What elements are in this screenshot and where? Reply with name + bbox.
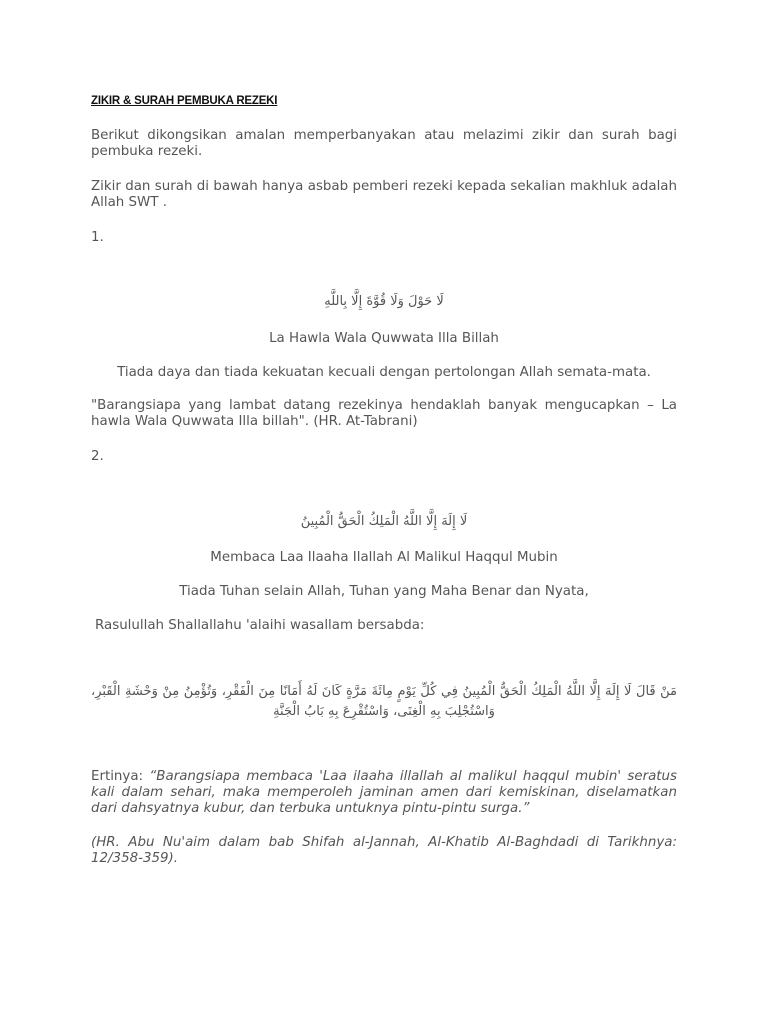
translation-text: “Barangsiapa membaca 'Laa ilaaha illallah al malikul haqqul mubin' seratus kali dalam sehari, maka memperoleh jaminan amen dari kemiskinan, diselamatkan dari dahsyatnya kubur, dan terbuka untuknya pintu-pintu surga.” [91, 769, 677, 816]
meaning-1: Tiada daya dan tiada kekuatan kecuali dengan pertolongan Allah semata-mata. [117, 365, 651, 380]
hadith-1 [91, 398, 677, 430]
hadith-1-text: "Barangsiapa yang lambat datang rezekinya hendaklah banyak mengucapkan – La hawla Wala Quwwata Illa billah". (HR. At-Tabrani) [91, 398, 677, 429]
translation-label: Ertinya: [91, 769, 150, 784]
source-2: (HR. Abu Nu'aim dalam bab Shifah al-Jannah, Al-Khatib Al-Baghdadi di Tarikhnya: 12/358-359). [91, 835, 677, 866]
meaning-2: Tiada Tuhan selain Allah, Tuhan yang Maha Benar dan Nyata, [179, 584, 589, 599]
transliteration-2: Membaca Laa Ilaaha Ilallah Al Malikul Haqqul Mubin [210, 550, 558, 565]
note-paragraph: Zikir dan surah di bawah hanya asbab pemberi rezeki kepada sekalian makhluk adalah Allah SWT . [91, 179, 677, 210]
item-number-1: 1. [91, 230, 104, 245]
document-title: ZIKIR & SURAH PEMBUKA REZEKI [91, 95, 278, 107]
translation-2 [91, 769, 677, 817]
hadith-intro-2: Rasulullah Shallallahu 'alaihi wasallam bersabda: [95, 618, 425, 633]
arabic-hadith-2: مَنْ قَالَ لَا إِلَهَ إِلَّا اللَّهُ الْمَلِكُ الْحَقُّ الْمُبِينُ فِي كُلِّ يَوْمٍ مِائَةَ مَرَّةٍ كَانَ لَهُ أَمَانًا مِنَ الْفَقْرِ، وَتُؤْمِنُ مِنْ وَحْشَةِ الْقَبْرِ، وَاسْتُجْلِبَ بِهِ الْغِنَى، وَاسْتُقْرِعَ بِهِ بَابُ الْجَنَّةِ [91, 684, 677, 719]
transliteration-1: La Hawla Wala Quwwata Illa Billah [269, 331, 499, 346]
arabic-zikir-2: لَا إِلَهَ إِلَّا اللَّهُ الْمَلِكُ الْحَقُّ الْمُبِينُ [300, 514, 468, 529]
intro-paragraph: Berikut dikongsikan amalan memperbanyakan atau melazimi zikir dan surah bagi pembuka rezeki. [91, 128, 677, 159]
item-number-2: 2. [91, 449, 104, 464]
arabic-zikir-1: لَا حَوْلَ وَلَا قُوَّةَ إِلَّا بِاللَّهِ [324, 294, 444, 309]
